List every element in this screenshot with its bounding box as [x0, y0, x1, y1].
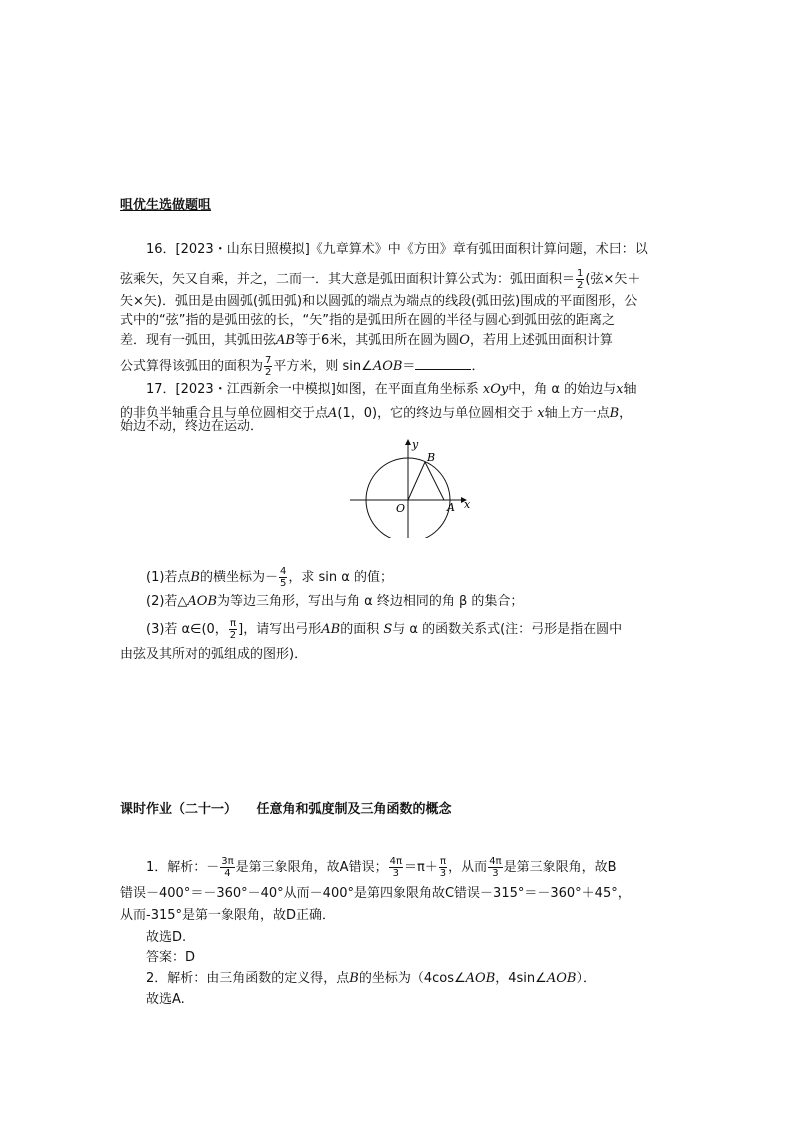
q16-text: ＝: [402, 359, 416, 374]
q17-text: ]，请写出弓形: [238, 622, 322, 637]
fraction: [220, 856, 234, 879]
fraction-pi-half: [229, 618, 237, 641]
fraction-denominator: 2: [265, 367, 272, 378]
fraction-numerator: 1: [577, 268, 584, 279]
q17-text: (3)若 α∈(0，: [146, 622, 228, 637]
label-y: y: [412, 438, 419, 451]
var-x: x: [537, 406, 545, 421]
fraction-four-fifths: [279, 566, 287, 589]
q17-text: 为等边三角形，写出与角 α 终边相同的角 β 的集合；: [217, 594, 524, 609]
fraction-numerator: 4π: [489, 856, 502, 867]
fraction-numerator: π: [439, 856, 446, 867]
section-title: 咀优生选做题咀: [120, 198, 212, 213]
q16-line-5: [120, 331, 613, 351]
q17-part-3-cont: 由弦及其所对的弧组成的图形)．: [120, 647, 308, 662]
q16-line-4: 式中的“弦”指的是弧田弦的长，“矢”指的是弧田所在圆的半径与圆心到弧田弦的距离之: [120, 313, 615, 328]
q17-part-1: [146, 566, 393, 589]
var-b: B: [609, 406, 620, 421]
fraction: [389, 856, 403, 879]
answer-text: ）．: [576, 971, 596, 986]
var-o: O: [459, 333, 470, 348]
answer-text: ＝π＋: [403, 860, 438, 875]
answer-text: 是第三象限角，故A错误；: [235, 860, 388, 875]
fraction-denominator: 2: [577, 280, 584, 291]
fraction-numerator: π: [229, 618, 236, 629]
q17-text: 的面积: [340, 622, 380, 637]
fraction-denominator: 3: [392, 868, 399, 879]
fraction-numerator: 4π: [389, 856, 402, 867]
q16-line-6: [120, 355, 484, 378]
q17-text: 中，角 α 的始边与: [508, 382, 617, 397]
fraction-numerator: 3π: [221, 856, 234, 867]
var-ab: AB: [321, 622, 341, 637]
answer-text: ，从而: [448, 860, 488, 875]
q17-text: 17．[2023・江西新余一中模拟]如图，在平面直角坐标系: [146, 382, 479, 397]
var-x: x: [616, 382, 624, 397]
q17-line-1: [146, 380, 636, 400]
label-a: A: [447, 501, 455, 514]
answer-2-line-1: [146, 969, 596, 989]
fraction-denominator: 5: [280, 578, 287, 589]
q17-text: 的非负半轴重合且与单位圆相交于点: [120, 406, 329, 421]
var-xoy: xOy: [482, 382, 509, 397]
fraction-numerator: 7: [265, 355, 272, 366]
var-aob: AOB: [372, 359, 403, 374]
q16-text: 等于6米，其弧田所在圆为圆: [294, 333, 460, 348]
q16-text: 弦乘矢，矢又自乘，并之，二而一．其大意是弧田面积计算公式为：弧田面积＝: [120, 272, 576, 287]
fraction-denominator: 4: [224, 868, 231, 879]
var-b: B: [349, 971, 359, 986]
fraction: [488, 856, 502, 879]
var-aob: AOB: [546, 971, 577, 986]
q16-text: ．: [471, 359, 485, 374]
label-b: B: [427, 451, 436, 464]
q17-text: ，: [619, 406, 633, 421]
answer-1-line-3: 从而-315°是第一象限角，故D正确．: [120, 908, 336, 923]
q17-line-3: 始边不动，终边在运动．: [120, 419, 264, 434]
fraction-denominator: 2: [229, 630, 237, 641]
var-aob: AOB: [187, 594, 218, 609]
q16-line-3: 矢×矢)．弧田是由圆弧(弧田弧)和以圆弧的端点为端点的线段(弧田弦)围成的平面图形，公: [120, 294, 638, 309]
q17-text: 轴: [623, 382, 637, 397]
segment-ob: [408, 462, 425, 500]
fraction-numerator: 4: [280, 566, 287, 577]
fraction-half: [576, 268, 584, 291]
var-ab: AB: [276, 333, 295, 348]
answer-text: 2．解析：由三角函数的定义得，点: [146, 971, 350, 986]
var-s: S: [383, 622, 393, 637]
fraction: [439, 856, 447, 879]
q17-text: 的横坐标为－: [199, 570, 278, 585]
q16-text: (弦×矢＋: [585, 272, 641, 287]
q16-text: 差．现有一弧田，其弧田弦: [120, 333, 277, 348]
fraction-denominator: 3: [492, 868, 499, 879]
q17-text: 轴上方一点: [544, 406, 610, 421]
q17-text: (1，0)，它的终边与单位圆相交于: [337, 406, 534, 421]
q17-part-2: [146, 592, 523, 612]
answer-1-line-4: 故选D.: [146, 930, 187, 945]
answer-text: 的坐标为（4cos∠: [358, 971, 466, 986]
fraction-seven-halves: [264, 355, 272, 378]
var-aob: AOB: [465, 971, 496, 986]
q16-text: ，若用上述弧田面积计算: [469, 333, 613, 348]
unit-circle-figure: [346, 436, 476, 538]
q16-line-2: [120, 268, 640, 291]
q17-part-3: [146, 618, 622, 641]
q16-line-1: 16．[2023・山东日照模拟]《九章算术》中《方田》章有弧田面积计算问题，术曰：以: [146, 242, 648, 257]
answer-text: ，4sin∠: [495, 971, 547, 986]
answer-1-line-2: 错误－400°＝－360°－40°从而－400°是第四象限角故C错误－315°＝－360°＋45°，: [120, 886, 631, 901]
q16-text: 平方米，则 sin∠: [273, 359, 373, 374]
var-a: A: [328, 406, 338, 421]
var-b: B: [190, 570, 200, 585]
label-o: O: [396, 502, 406, 515]
answer-text: 是第三象限角，故B: [503, 860, 617, 875]
q16-text: 公式算得该弧田的面积为: [120, 359, 264, 374]
answer-blank: [415, 355, 471, 370]
q17-text: (2)若△: [146, 594, 188, 609]
q17-text: ，求 sin α 的值；: [288, 570, 393, 585]
answer-2-line-2: 故选A.: [146, 992, 185, 1007]
q17-text: (1)若点: [146, 570, 191, 585]
answers-title: 课时作业（二十一） 任意角和弧度制及三角函数的概念: [120, 802, 452, 817]
answer-1-line-5: 答案：D: [146, 950, 196, 965]
answer-text: 1．解析：－: [146, 860, 220, 875]
fraction-denominator: 3: [439, 868, 447, 879]
answer-1-line-1: [146, 856, 617, 879]
q17-text: 与 α 的函数关系式(注：弓形是指在圆中: [392, 622, 623, 637]
label-x: x: [464, 498, 471, 511]
